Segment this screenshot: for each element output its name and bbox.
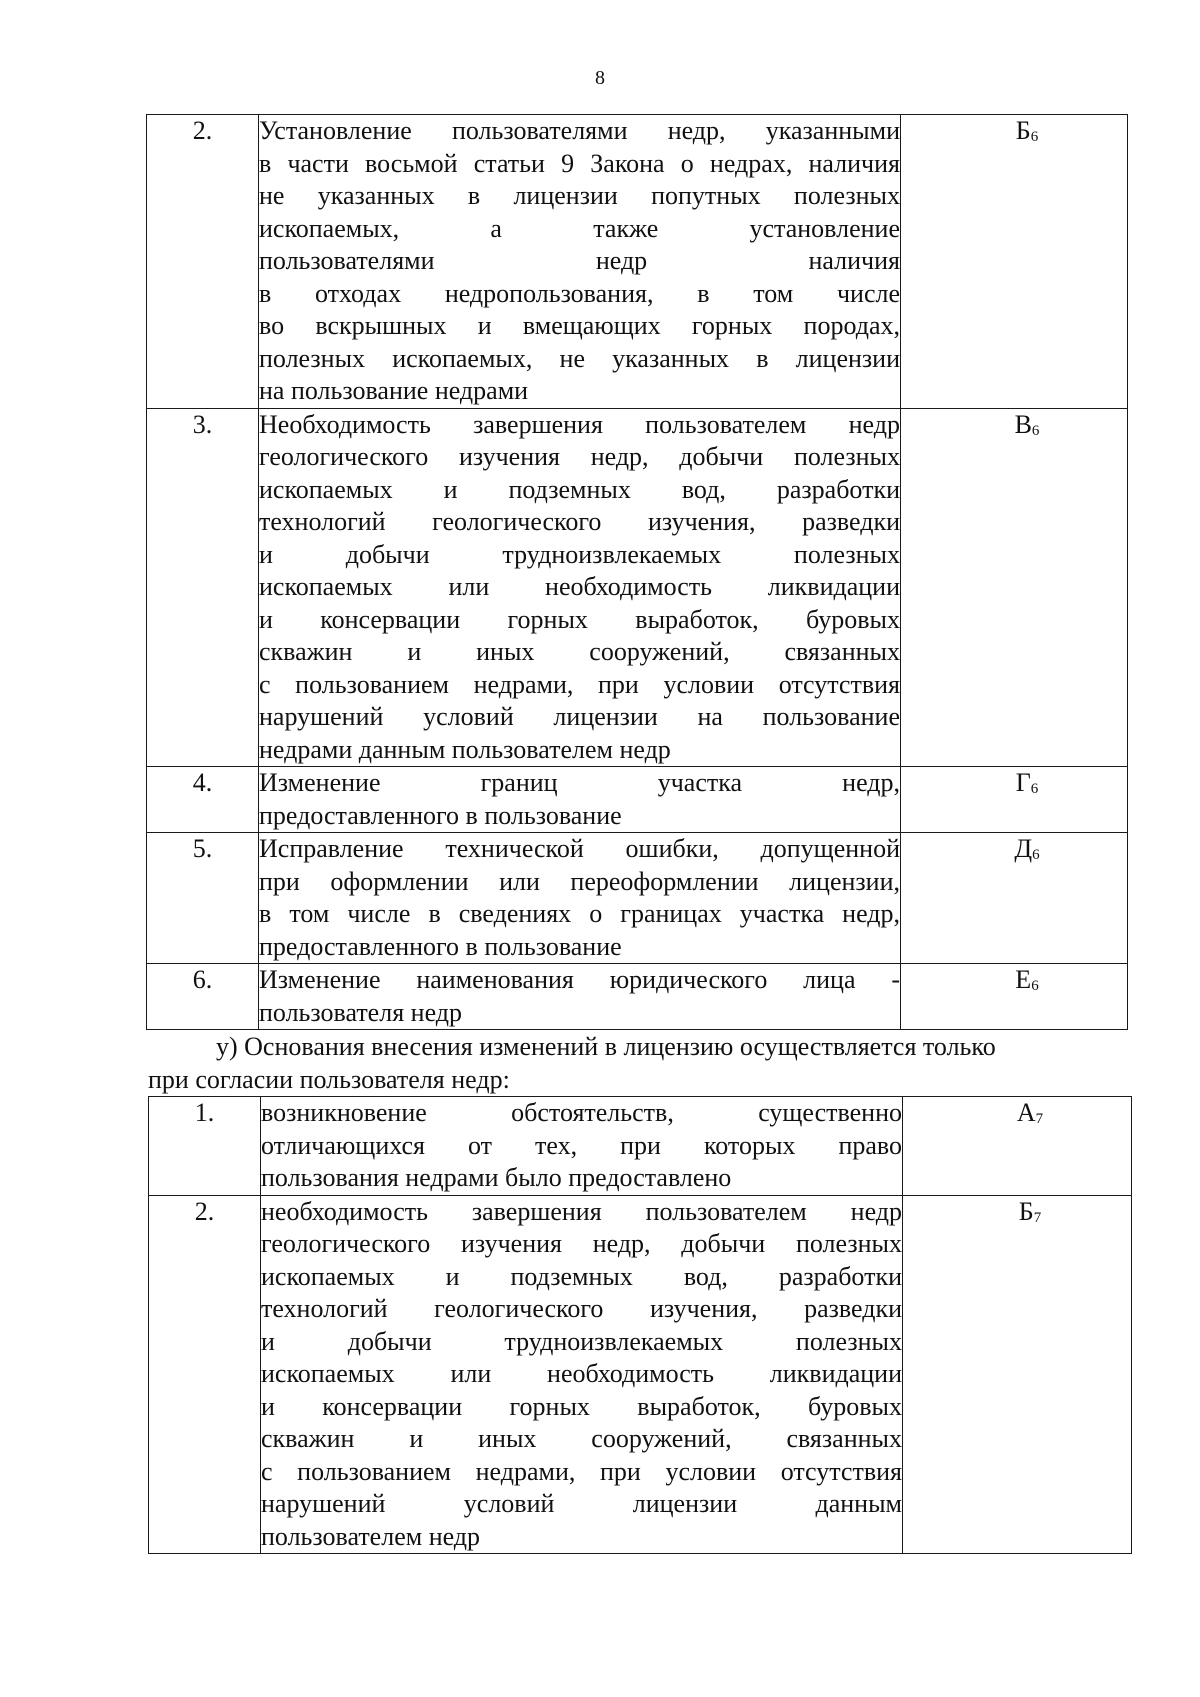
description-line: недрами данным пользователем недр (259, 734, 671, 764)
row-code (901, 767, 1128, 833)
description-line: не указанных в лицензии попутных полезных (259, 181, 900, 210)
description-line: пользователем недр (261, 1521, 481, 1551)
description-line: пользования недрами было предоставлено (261, 1163, 732, 1192)
description-line: в отходах недропользования, в том числе (259, 278, 900, 308)
code-subscript: 6 (1031, 978, 1039, 994)
description-line: предоставленного в пользование (259, 800, 622, 830)
row-code (901, 408, 1128, 767)
description-line: и консервации горных выработок, буровых (259, 604, 900, 634)
row-number: 6. (147, 964, 259, 1030)
description-line: геологического изучения недр, добычи полезных (261, 1229, 902, 1258)
description-line: предоставленного в пользование (259, 931, 622, 961)
table-row (149, 1097, 1132, 1196)
description-line: ископаемых и подземных вод, разработки (259, 474, 900, 504)
row-description (261, 1097, 903, 1196)
code-letter: А (1016, 1098, 1036, 1127)
description-line: Изменение наименования юридического лица - (259, 965, 900, 994)
description-line: ископаемых, а также установление (259, 213, 900, 243)
code-text (991, 1097, 1043, 1136)
grounds-table-2 (148, 1096, 1132, 1554)
row-number: 3. (147, 408, 259, 767)
description-line: ископаемых и подземных вод, разработки (261, 1261, 902, 1291)
row-code (901, 964, 1128, 1030)
description-line: ископаемых или необходимость ликвидации (261, 1359, 902, 1388)
row-number: 2. (147, 115, 259, 409)
row-description (259, 767, 901, 833)
description-line: пользователями недр наличия (259, 246, 900, 275)
code-subscript: 7 (1035, 1111, 1044, 1127)
code-letter: Г (1015, 768, 1031, 797)
row-description (259, 408, 901, 767)
row-code (901, 833, 1128, 964)
grounds-table-1-body (147, 115, 1128, 1030)
description-line: на пользование недрами (259, 376, 529, 405)
description-line: и добычи трудноизвлекаемых полезных (261, 1326, 902, 1356)
description-line: Исправление технической ошибки, допущенной (259, 834, 900, 863)
description-line: Установление пользователями недр, указанными (259, 116, 900, 145)
paragraph-u-line-2: при согласии пользователя недр: (148, 1064, 510, 1094)
description-line: скважин и иных сооружений, связанных (259, 637, 900, 666)
description-line: Необходимость завершения пользователем недр (259, 409, 900, 439)
table-row (147, 767, 1128, 833)
row-code (903, 1097, 1132, 1196)
description-line: геологического изучения недр, добычи полезных (259, 442, 900, 471)
code-subscript: 6 (1030, 781, 1039, 797)
description-line: нарушений условий лицензии на пользование (259, 702, 900, 731)
description-line: при оформлении или переоформлении лицензии, (259, 866, 900, 896)
row-code (903, 1195, 1132, 1554)
paragraph-u (148, 1031, 1078, 1096)
description-line: и добычи трудноизвлекаемых полезных (259, 539, 900, 569)
code-letter: Б (1018, 1196, 1034, 1226)
page-number: 8 (595, 67, 605, 89)
code-text (990, 115, 1038, 154)
code-letter: В (1014, 409, 1032, 439)
description-line: отличающихся от тех, при которых право (261, 1130, 902, 1160)
description-line: технологий геологического изучения, разведки (261, 1294, 902, 1323)
description-line: ископаемых или необходимость ликвидации (259, 572, 900, 601)
description-line: в части восьмой статьи 9 Закона о недрах, наличия (259, 148, 900, 178)
code-subscript: 6 (1030, 129, 1039, 145)
code-text (988, 833, 1039, 872)
code-subscript: 6 (1031, 422, 1040, 439)
table-row (149, 1195, 1132, 1554)
code-letter: Е (1015, 965, 1032, 994)
row-code (901, 115, 1128, 409)
row-description (261, 1195, 903, 1554)
code-subscript: 6 (1032, 847, 1040, 863)
row-description (259, 833, 901, 964)
description-line: нарушений условий лицензии данным (261, 1489, 902, 1518)
description-line: во вскрышных и вмещающих горных породах, (259, 311, 900, 340)
description-line: пользователя недр (259, 997, 462, 1027)
table-row (147, 833, 1128, 964)
description-line: полезных ископаемых, не указанных в лицензии (259, 343, 900, 373)
grounds-table-1 (146, 114, 1128, 1030)
row-description (259, 115, 901, 409)
description-line: Изменение границ участка недр, (259, 768, 900, 797)
row-number: 1. (149, 1097, 261, 1196)
code-letter: Б (1015, 116, 1031, 145)
code-letter: Д (1014, 834, 1033, 863)
description-line: и консервации горных выработок, буровых (261, 1391, 902, 1421)
row-number: 5. (147, 833, 259, 964)
row-number: 4. (147, 767, 259, 833)
table-row (147, 408, 1128, 767)
description-line: с пользованием недрами, при условии отсутствия (259, 669, 900, 699)
code-text (989, 409, 1040, 448)
code-text (989, 964, 1038, 1003)
paragraph-u-line-1: у) Основания внесения изменений в лицензию осуществляется только (216, 1032, 996, 1061)
table-row (147, 115, 1128, 409)
row-number: 2. (149, 1195, 261, 1554)
description-line: с пользованием недрами, при условии отсутствия (261, 1456, 902, 1486)
description-line: скважин и иных сооружений, связанных (261, 1424, 902, 1453)
description-line: в том числе в сведениях о границах участка недр, (259, 899, 900, 928)
description-line: технологий геологического изучения, разведки (259, 507, 900, 536)
row-description (259, 964, 901, 1030)
grounds-table-2-body (149, 1097, 1132, 1554)
code-text (993, 1196, 1041, 1235)
code-text (990, 767, 1039, 806)
description-line: возникновение обстоятельств, существенно (261, 1098, 902, 1127)
code-subscript: 7 (1033, 1209, 1042, 1226)
description-line: необходимость завершения пользователем недр (261, 1196, 902, 1226)
table-row (147, 964, 1128, 1030)
